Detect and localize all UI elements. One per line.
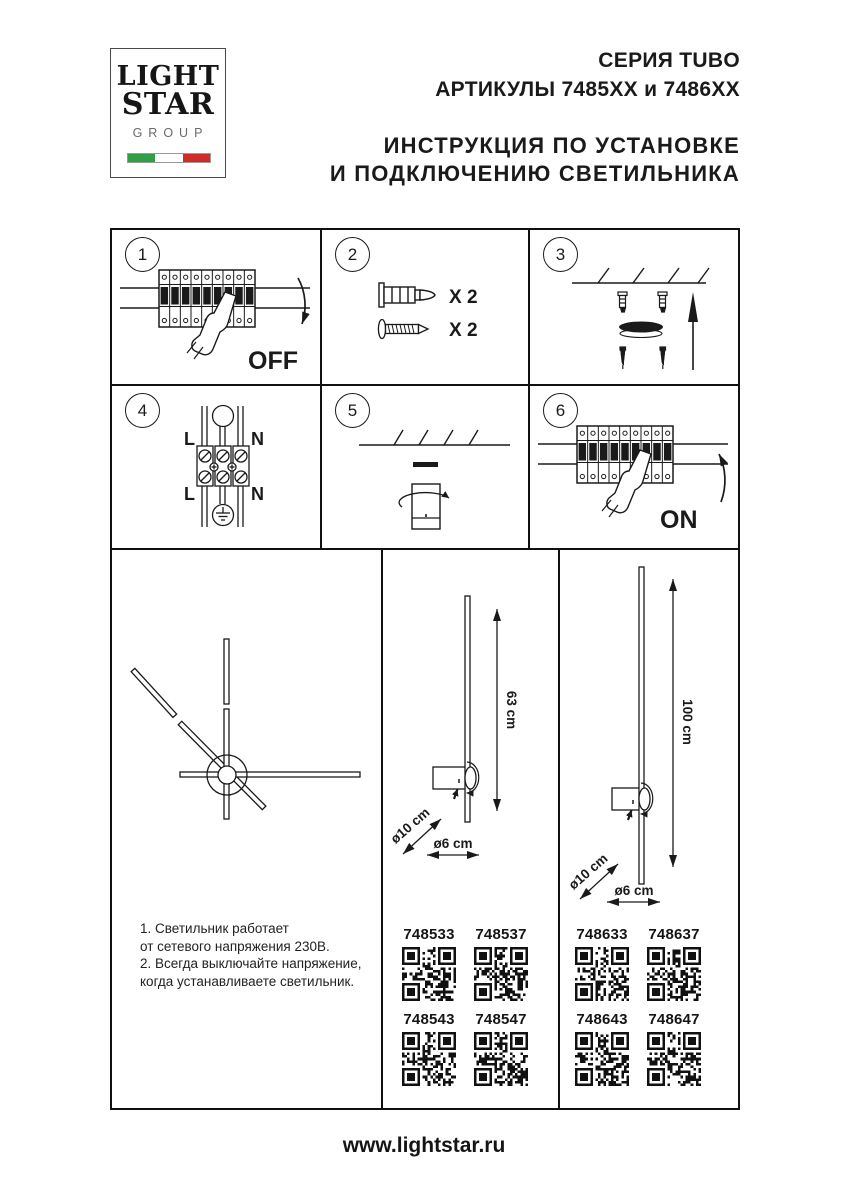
lamp-body-icon — [412, 484, 440, 529]
on-label: ON — [660, 506, 698, 534]
terminal-n-top-label: N — [251, 429, 264, 449]
step-5-cell — [322, 386, 528, 548]
wire-junction-icon — [213, 406, 234, 427]
screw-quantity-label: X 2 — [449, 320, 478, 341]
qr-row — [402, 926, 528, 1001]
italian-flag-stripe — [127, 153, 211, 163]
qr-row — [575, 926, 701, 1001]
article-number: 748647 — [648, 1011, 700, 1028]
hub-inner-circle — [218, 766, 236, 784]
qr-code — [474, 947, 528, 1001]
arrow-down-icon — [298, 278, 305, 324]
logo-text-group: GROUP — [132, 126, 209, 140]
lamp-overview-cell — [112, 550, 381, 1108]
qr-item — [575, 926, 629, 1001]
article-number: 748643 — [576, 1011, 628, 1028]
series-title: СЕРИЯ TUBO — [598, 49, 740, 72]
mount-diameter-label: ø10 cm — [565, 850, 611, 893]
qr-item — [474, 926, 528, 1001]
tube-segment-diagonal — [178, 721, 266, 809]
screw-head — [378, 320, 385, 339]
height-dimension-label: 100 cm — [680, 699, 695, 745]
instruction-grid — [110, 228, 740, 1110]
article-number: 748537 — [475, 926, 527, 943]
note-line: от сетевого напряжения 230В. — [140, 938, 330, 954]
qr-code — [575, 947, 629, 1001]
website-url: www.lightstar.ru — [342, 1134, 506, 1157]
height-dimension-label: 63 cm — [504, 690, 519, 730]
step-number-badge: 5 — [335, 393, 370, 428]
anchor-flange — [379, 283, 384, 307]
qr-item — [402, 1011, 456, 1086]
lightstar-logo — [110, 48, 226, 178]
tube-segment-vertical-bottom — [224, 709, 229, 819]
mount-cap — [639, 788, 650, 810]
terminal-l-bottom-label: L — [184, 484, 195, 504]
article-number: 748637 — [648, 926, 700, 943]
note-line: когда устанавливаете светильник. — [140, 973, 355, 989]
logo-text-light: LIGHT — [116, 61, 220, 92]
tube-segment-detached — [131, 668, 176, 717]
step-6-cell — [530, 386, 738, 548]
step-3-cell — [530, 230, 738, 384]
terminal-n-bottom-label: N — [251, 484, 264, 504]
terminal-l-top-label: L — [184, 429, 195, 449]
step-number-badge: 6 — [543, 393, 578, 428]
instruction-title-line2: И ПОДКЛЮЧЕНИЮ СВЕТИЛЬНИКА — [329, 161, 740, 186]
anchor-icons — [618, 292, 667, 312]
arrow-up-icon — [719, 454, 725, 502]
lamp-tube — [639, 567, 644, 884]
off-label: OFF — [248, 347, 298, 375]
note-line: 2. Всегда выключайте напряжение, — [140, 956, 362, 971]
mount-cap — [465, 767, 476, 789]
tube-diameter-label: ø6 cm — [433, 836, 473, 851]
wall-mount-icon — [433, 767, 467, 789]
qr-code — [474, 1032, 528, 1086]
step-number-badge: 4 — [125, 393, 160, 428]
variant-100-cell — [560, 550, 738, 1108]
logo-text-star: STAR — [121, 87, 215, 122]
variant-63-cell — [383, 550, 558, 1108]
qr-row — [575, 1011, 701, 1086]
article-number: 748633 — [576, 926, 628, 943]
qr-item — [402, 926, 456, 1001]
step-2-cell — [322, 230, 528, 384]
tube-diameter-label: ø6 cm — [614, 883, 654, 898]
lamp-exploded-diagram — [112, 550, 381, 1108]
qr-item — [474, 1011, 528, 1086]
qr-code — [647, 1032, 701, 1086]
step-1-cell — [112, 230, 320, 384]
step-4-cell — [112, 386, 320, 548]
mount-diameter-label: ø10 cm — [387, 804, 433, 847]
note-line: 1. Светильник работает — [140, 921, 289, 936]
qr-item — [575, 1011, 629, 1086]
qr-row — [402, 1011, 528, 1086]
qr-code — [647, 947, 701, 1001]
step-number-badge: 3 — [543, 237, 578, 272]
qr-code — [575, 1032, 629, 1086]
qr-code — [402, 947, 456, 1001]
article-number: 748547 — [475, 1011, 527, 1028]
step-number-badge: 2 — [335, 237, 370, 272]
qr-item — [647, 1011, 701, 1086]
qr-code — [402, 1032, 456, 1086]
instruction-title-line1: ИНСТРУКЦИЯ ПО УСТАНОВКЕ — [383, 133, 740, 158]
qr-item — [647, 926, 701, 1001]
articles-title: АРТИКУЛЫ 7485XX и 7486XX — [435, 78, 740, 101]
anchor-quantity-label: X 2 — [449, 287, 478, 308]
step-number-badge: 1 — [125, 237, 160, 272]
insert-arrow-icon — [454, 789, 458, 799]
safety-notes — [140, 920, 361, 990]
tube-segment-vertical-top — [224, 639, 229, 704]
article-number: 748543 — [403, 1011, 455, 1028]
wall-mount-icon — [612, 788, 642, 810]
mount-bar-icon — [413, 462, 438, 467]
insert-arrow-icon — [628, 810, 632, 820]
screw-icons — [620, 347, 666, 369]
article-number: 748533 — [403, 926, 455, 943]
header-titles — [330, 46, 740, 188]
